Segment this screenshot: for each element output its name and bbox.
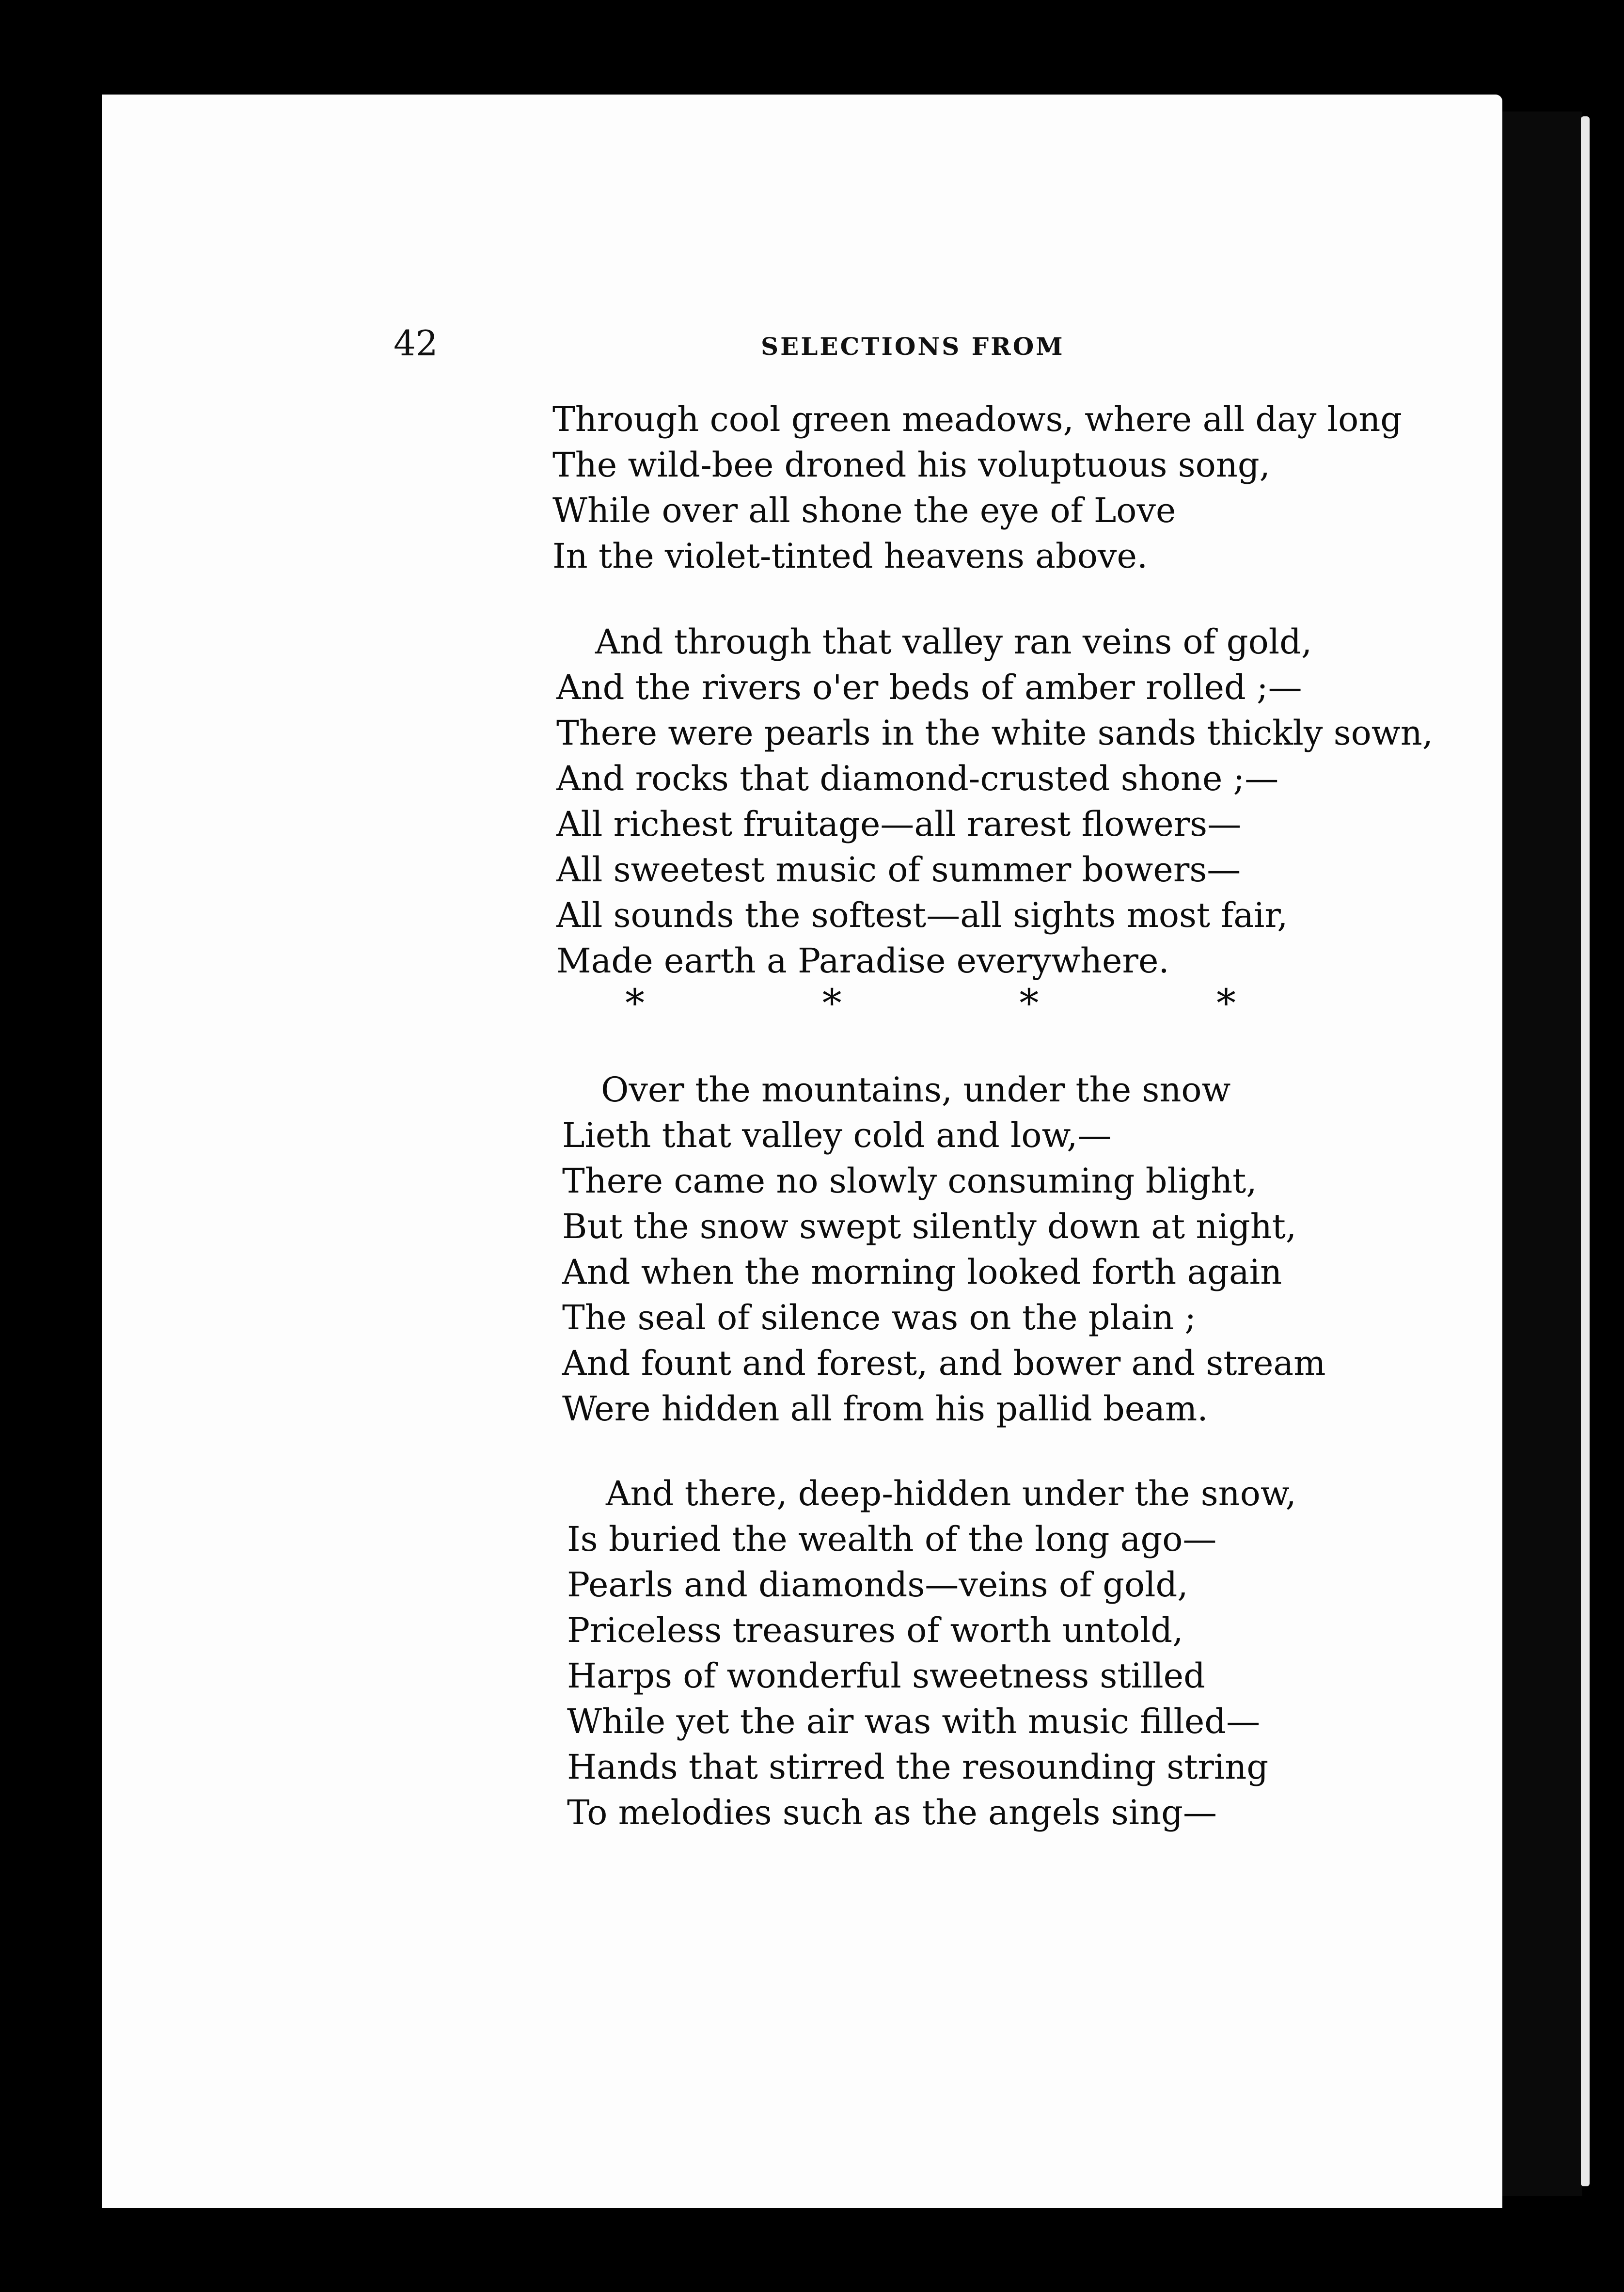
- asterisk: *: [822, 981, 842, 1026]
- poem-line: And when the morning looked forth again: [562, 1252, 1282, 1292]
- poem-line: All sounds the softest—all sights most fair,: [556, 895, 1288, 935]
- poem-line: While over all shone the eye of Love: [552, 491, 1176, 530]
- section-break: [625, 981, 1236, 1026]
- asterisk: *: [625, 981, 645, 1026]
- poem-line: And through that valley ran veins of gold,: [595, 622, 1312, 662]
- poem-line: All richest fruitage—all rarest flowers—: [556, 804, 1242, 844]
- poem-line: Over the mountains, under the snow: [601, 1070, 1231, 1110]
- poem-line: Were hidden all from his pallid beam.: [562, 1389, 1208, 1429]
- poem-line: Made earth a Paradise everywhere.: [556, 941, 1169, 981]
- page-edge-highlight: [1581, 116, 1590, 2186]
- stanza-2: [556, 619, 1433, 984]
- running-title: SELECTIONS FROM: [761, 332, 1065, 361]
- poem-line: And rocks that diamond-crusted shone ;—: [556, 759, 1279, 798]
- poem-line: Through cool green meadows, where all day long: [552, 399, 1403, 439]
- page-edge-shadow: [1502, 111, 1582, 2196]
- page-number: 42: [394, 323, 438, 364]
- poem-line: There were pearls in the white sands thickly sown,: [556, 713, 1434, 753]
- asterisk: *: [1019, 981, 1039, 1026]
- poem-line: And the rivers o'er beds of amber rolled ;—: [556, 668, 1302, 707]
- poem-line: In the violet-tinted heavens above.: [552, 536, 1148, 576]
- asterisk: *: [1216, 981, 1236, 1026]
- stanza-3: [562, 1067, 1325, 1432]
- poem-line: Hands that stirred the resounding string: [567, 1747, 1269, 1787]
- poem-line: There came no slowly consuming blight,: [562, 1161, 1257, 1201]
- poem-line: The wild-bee droned his voluptuous song,: [552, 445, 1270, 485]
- poem-line: But the snow swept silently down at night,: [562, 1207, 1297, 1246]
- poem-line: The seal of silence was on the plain ;: [562, 1298, 1196, 1337]
- poem-line: And there, deep-hidden under the snow,: [606, 1474, 1296, 1513]
- poem-line: Harps of wonderful sweetness stilled: [567, 1656, 1205, 1696]
- poem-line: And fount and forest, and bower and stream: [562, 1343, 1326, 1383]
- poem-line: Is buried the wealth of the long ago—: [567, 1519, 1217, 1559]
- stanza-4: [567, 1471, 1296, 1835]
- poem-line: Lieth that valley cold and low,—: [562, 1115, 1112, 1155]
- poem-line: Pearls and diamonds—veins of gold,: [567, 1565, 1188, 1605]
- poem-line: While yet the air was with music filled—: [567, 1702, 1261, 1741]
- poem-line: Priceless treasures of worth untold,: [567, 1610, 1183, 1650]
- stanza-1: [552, 397, 1402, 579]
- poem-line: All sweetest music of summer bowers—: [556, 850, 1241, 890]
- poem-line: To melodies such as the angels sing—: [567, 1793, 1217, 1832]
